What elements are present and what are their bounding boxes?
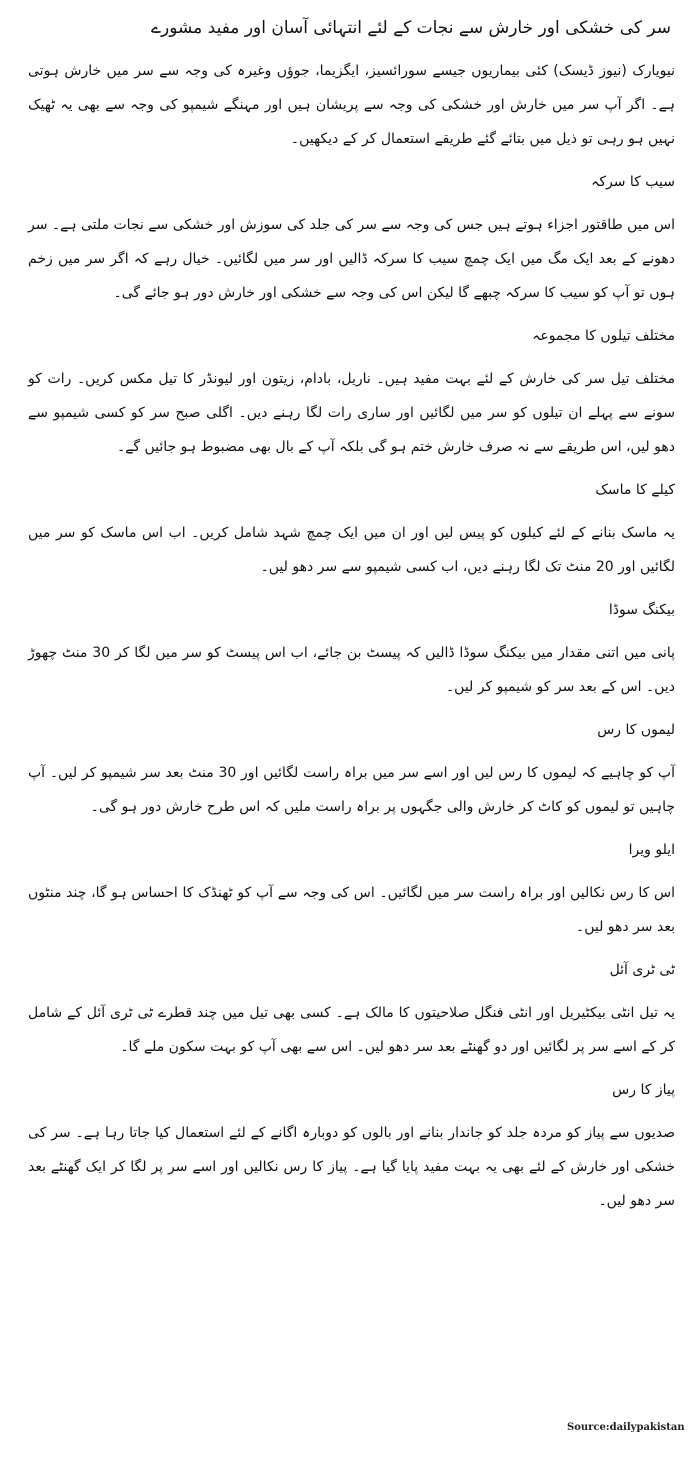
article (28, 14, 675, 1232)
section-body-apple-vinegar: اس میں طاقتور اجزاء ہوتے ہیں جس کی وجہ سے سر کی جلد کی سوزش اور خشکی سے نجات ملتی ہے۔ سر دھونے کے بعد ایک مگ میں ایک چمچ سیب کا سرکہ ڈالیں اور سر میں لگائیں۔ خیال رہے کہ اگر سر میں زخم ہوں تو آپ کو سیب کا سرکہ چبھے گا لیکن اس کی وجہ سے خشکی اور خارش دور ہو جائے گی۔ (28, 217, 675, 301)
section-heading-onion-juice: پیاز کا رس (612, 1082, 675, 1098)
section-heading-tea-tree-oil: ٹی ٹری آئل (609, 962, 675, 978)
section-heading-lemon-juice: لیموں کا رس (597, 722, 675, 738)
section-body-aloe-vera: اس کا رس نکالیں اور براہ راست سر میں لگائیں۔ اس کی وجہ سے آپ کو ٹھنڈک کا احساس ہو گا، چند منٹوں بعد سر دھو لیں۔ (28, 885, 675, 935)
section-body-oils: مختلف تیل سر کی خارش کے لئے بہت مفید ہیں۔ ناریل، بادام، زیتون اور لیونڈر کا تیل مکس کریں۔ رات کو سونے سے پہلے ان تیلوں کو سر میں لگائیں اور ساری رات لگا رہنے دیں۔ اگلی صبح سر کو کسی شیمپو سے دھو لیں، اس طریقے سے نہ صرف خارش ختم ہو گی بلکہ آپ کے بال بھی مضبوط ہو جائیں گے۔ (28, 371, 675, 455)
section-body-onion-juice: صدیوں سے پیاز کو مردہ جلد کو جاندار بنانے اور بالوں کو دوبارہ اگانے کے لئے استعمال کیا جاتا رہا ہے۔ سر کی خشکی اور خارش کے لئے بھی یہ بہت مفید پایا گیا ہے۔ پیاز کا رس نکالیں اور اسے سر پر لگا کر ایک گھنٹے بعد سر دھو لیں۔ (28, 1125, 675, 1209)
article-title: سر کی خشکی اور خارش سے نجات کے لئے انتہائی آسان اور مفید مشورے (151, 18, 671, 38)
section-heading-aloe-vera: ایلو ویرا (628, 842, 675, 858)
section-body-banana-mask: یہ ماسک بنانے کے لئے کیلوں کو پیس لیں اور ان میں ایک چمچ شہد شامل کریں۔ اب اس ماسک کو سر میں لگائیں اور 20 منٹ تک لگا رہنے دیں، اب کسی شیمپو سے سر دھو لیں۔ (28, 525, 675, 575)
section-heading-baking-soda: بیکنگ سوڈا (608, 602, 675, 618)
section-body-lemon-juice: آپ کو چاہیے کہ لیموں کا رس لیں اور اسے سر میں براہ راست لگائیں اور 30 منٹ بعد سر شیمپو کر لیں۔ آپ چاہیں تو لیموں کو کاٹ کر خارش والی جگہوں پر براہ راست ملیں کہ اس طرح خارش دور ہو گی۔ (28, 765, 675, 815)
section-body-baking-soda: پانی میں اتنی مقدار میں بیکنگ سوڈا ڈالیں کہ پیسٹ بن جائے، اب اس پیسٹ کو سر میں لگا کر 30 منٹ چھوڑ دیں۔ اس کے بعد سر کو شیمپو کر لیں۔ (28, 645, 675, 695)
source-credit: Source:dailypakistan (567, 1422, 685, 1433)
intro-paragraph: نیویارک (نیوز ڈیسک) کئی بیماریوں جیسے سورائسیز، ایگزیما، جوؤں وغیرہ کی وجہ سے سر میں خارش ہوتی ہے۔ اگر آپ سر میں خارش اور خشکی کی وجہ سے پریشان ہیں اور مہنگے شیمپو کی وجہ سے بھی یہ ٹھیک نہیں ہو رہی تو ذیل میں بتائے گئے طریقے استعمال کر کے دیکھیں۔ (28, 63, 675, 147)
section-heading-oils: مختلف تیلوں کا مجموعہ (532, 328, 675, 344)
section-heading-apple-vinegar: سیب کا سرکہ (591, 174, 675, 190)
section-heading-banana-mask: کیلے کا ماسک (595, 482, 675, 498)
section-body-tea-tree-oil: یہ تیل انٹی بیکٹیریل اور انٹی فنگل صلاحیتوں کا مالک ہے۔ کسی بھی تیل میں چند قطرے ٹی ٹری آئل کے شامل کر کے اسے سر پر لگائیں اور دو گھنٹے بعد سر دھو لیں۔ اس سے بھی آپ کو بہت سکون ملے گا۔ (28, 1005, 675, 1055)
